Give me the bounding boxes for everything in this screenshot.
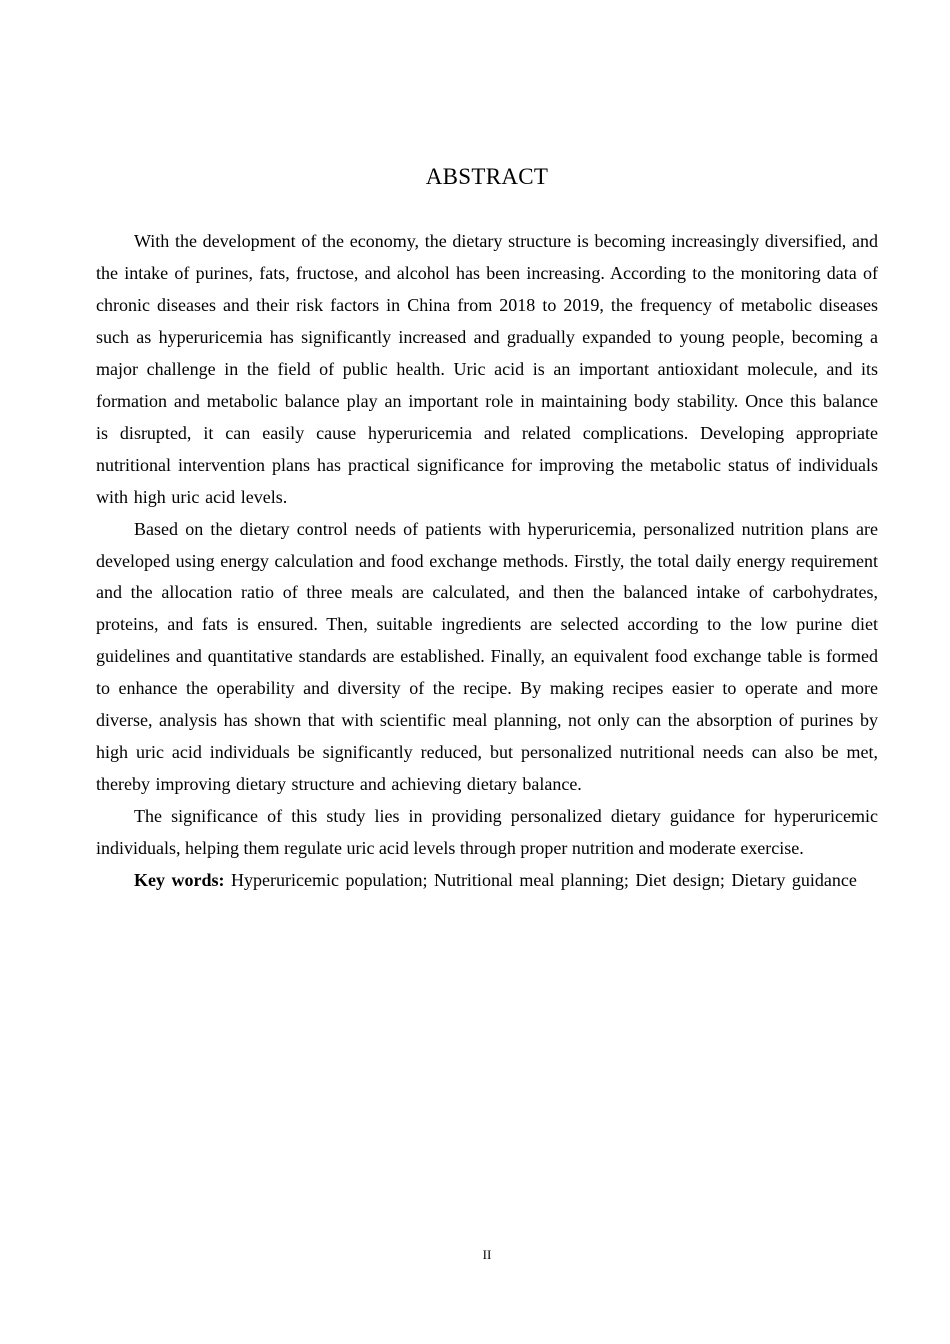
page-number: II	[482, 1247, 492, 1262]
abstract-title: ABSTRACT	[425, 164, 549, 189]
keywords-paragraph	[96, 865, 878, 897]
abstract-paragraph-2: Based on the dietary control needs of patients with hyperuricemia, personalized nutrition plans are developed using energy calculation and food exchange methods. Firstly, the total daily energy requirement and the allocation ratio of three meals are calculated, and then the balanced intake of carbohydrates, proteins, and fats is ensured. Then, suitable ingredients are selected according to the low purine diet guidelines and quantitative standards are established. Finally, an equivalent food exchange table is formed to enhance the operability and diversity of the recipe. By making recipes easier to operate and more diverse, analysis has shown that with scientific meal planning, not only can the absorption of purines by high uric acid individuals be significantly reduced, but personalized nutritional needs can also be met, thereby improving dietary structure and achieving dietary balance.	[96, 518, 878, 795]
keywords-list: Hyperuricemic population; Nutritional meal planning; Diet design; Dietary guidance	[231, 870, 857, 891]
abstract-paragraph-1: With the development of the economy, the dietary structure is becoming increasingly diversified, and the intake of purines, fats, fructose, and alcohol has been increasing. According to the monitoring data of chronic diseases and their risk factors in China from 2018 to 2019, the frequency of metabolic diseases such as hyperuricemia has significantly increased and gradually expanded to young people, becoming a major challenge in the field of public health. Uric acid is an important antioxidant molecule, and its formation and metabolic balance play an important role in maintaining body stability. Once this balance is disrupted, it can easily cause hyperuricemia and related complications. Developing appropriate nutritional intervention plans has practical significance for improving the metabolic status of individuals with high uric acid levels.	[96, 231, 878, 507]
abstract-paragraph-3: The significance of this study lies in providing personalized dietary guidance for hyperuricemic individuals, helping them regulate uric acid levels through proper nutrition and moderate exercise.	[96, 806, 878, 859]
abstract-body	[96, 226, 878, 897]
keywords-label: Key words:	[134, 870, 225, 891]
